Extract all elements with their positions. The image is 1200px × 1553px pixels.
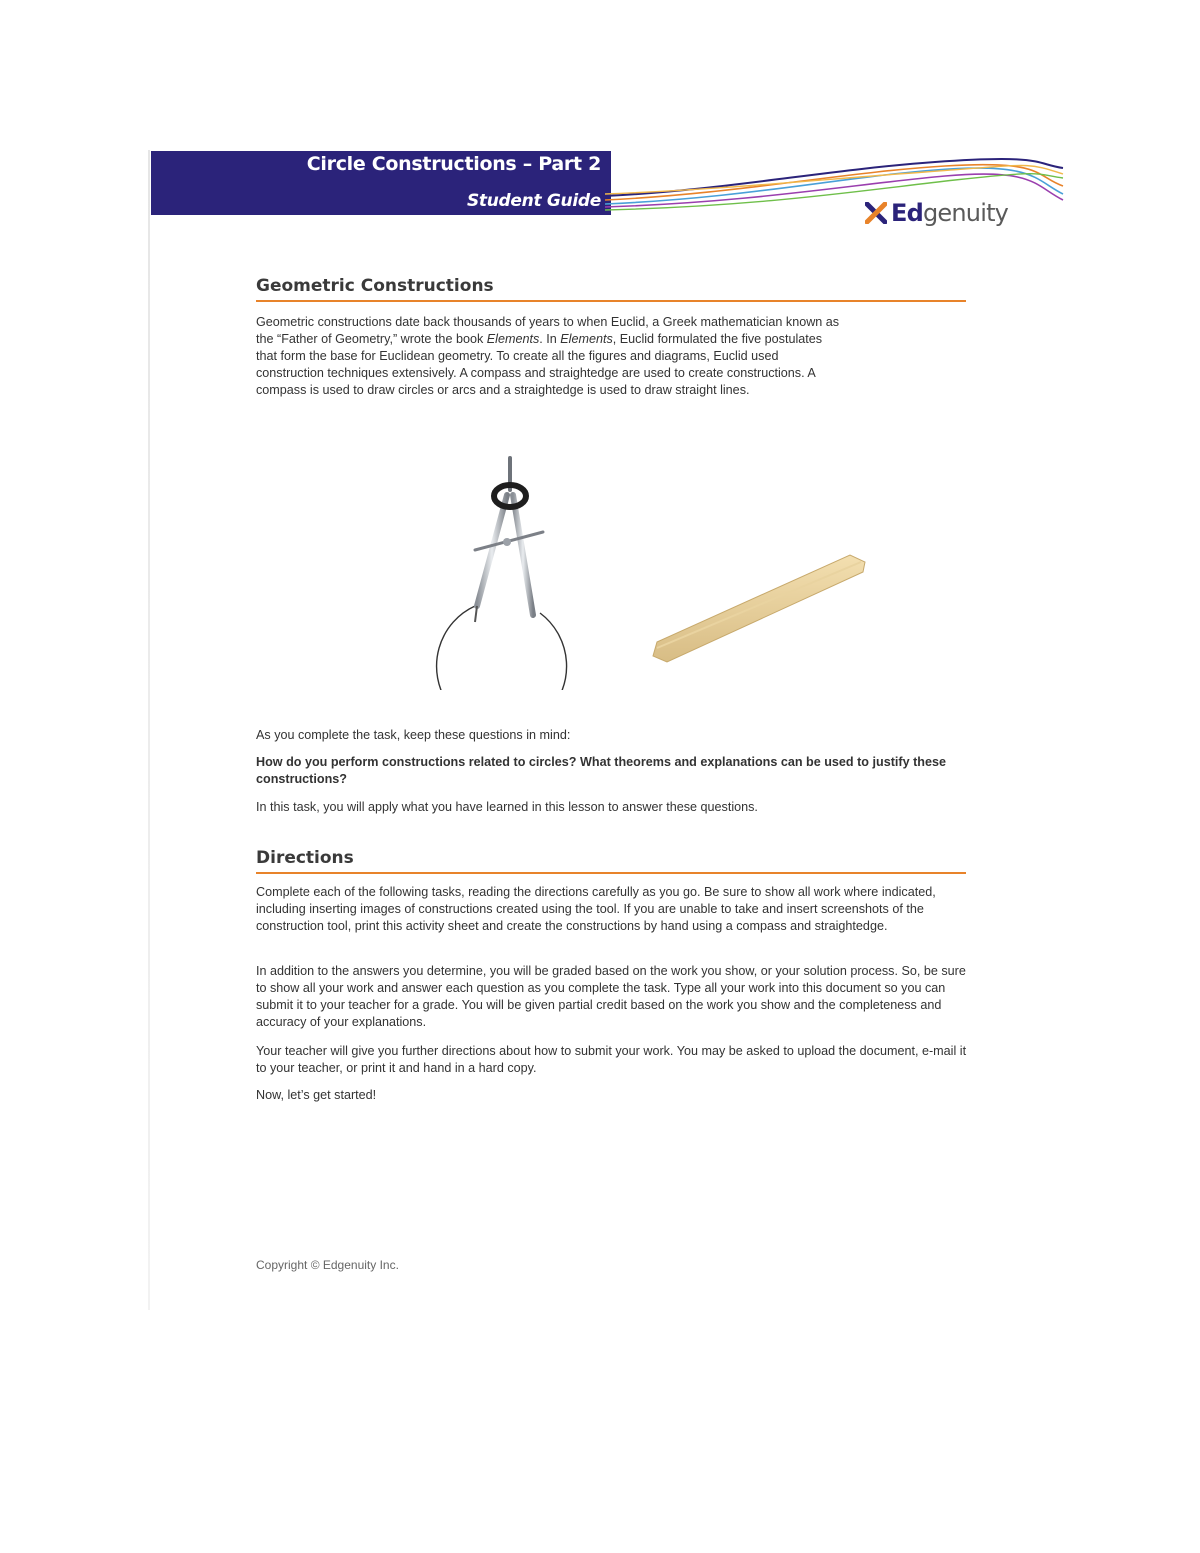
- document-subtitle: Student Guide: [466, 191, 601, 211]
- compass-straightedge-illustration: [395, 450, 875, 690]
- directions-paragraph: Your teacher will give you further directions about how to submit your work. You may be asked to upload the document, e-mail it to your teacher, or print it and hand in a hard copy.: [256, 1044, 967, 1075]
- edgenuity-logo: [865, 196, 1008, 230]
- intro-line: that form the base for Euclidean geometry. To create all the figures and diagrams, Euclid used: [256, 349, 779, 363]
- book-title: Elements: [560, 332, 613, 346]
- copyright-footer: Copyright © Edgenuity Inc.: [256, 1258, 399, 1272]
- logo-brand-ed: Ed: [891, 199, 923, 227]
- intro-line: [256, 331, 968, 348]
- straightedge-icon: [653, 555, 865, 662]
- logo-brand-rest: genuity: [922, 199, 1009, 227]
- section-heading-directions: Directions: [256, 848, 966, 874]
- directions-paragraph: In addition to the answers you determine, you will be graded based on the work you show, or your solution process. So, be sure to show all your work and answer each question as you complete the task. Type all your work into this document so you can submit it to your teacher for a grade. You will be given partial credit based on the work you show and the completeness and accuracy of your explanations.: [256, 964, 966, 1029]
- document-title: Circle Constructions – Part 2: [306, 153, 601, 175]
- header-banner: [151, 151, 611, 215]
- intro-paragraph: [256, 314, 968, 399]
- intro-text: , Euclid formulated the five postulates: [612, 332, 823, 346]
- section-heading-geometric-constructions: Geometric Constructions: [256, 276, 966, 302]
- intro-line: construction techniques extensively. A compass and straightedge are used to create constructions. A: [256, 366, 816, 380]
- task-statement: In this task, you will apply what you have learned in this lesson to answer these questions.: [256, 800, 758, 814]
- page-edge: [148, 150, 150, 1310]
- questions-intro: As you complete the task, keep these questions in mind:: [256, 728, 571, 742]
- book-title: Elements: [486, 332, 540, 346]
- edgenuity-x-icon: [865, 202, 887, 224]
- essential-questions: How do you perform constructions related to circles? What theorems and explanations can be used to justify these constructions?: [256, 755, 946, 786]
- intro-line: Geometric constructions date back thousands of years to when Euclid, a Greek mathematician known as: [256, 315, 840, 329]
- directions-paragraph: Now, let’s get started!: [256, 1088, 377, 1102]
- intro-text: . In: [539, 332, 561, 346]
- intro-text: the “Father of Geometry,” wrote the book: [256, 332, 487, 346]
- intro-line: compass is used to draw circles or arcs and a straightedge is used to draw straight lines.: [256, 383, 750, 397]
- compass-icon: [437, 458, 567, 690]
- directions-paragraph: Complete each of the following tasks, reading the directions carefully as you go. Be sure to show all work where indicated, including inserting images of constructions created using the tool. If you are unable to take and insert screenshots of the construction tool, print this activity sheet and create the constructions by hand using a compass and straightedge.: [256, 885, 936, 933]
